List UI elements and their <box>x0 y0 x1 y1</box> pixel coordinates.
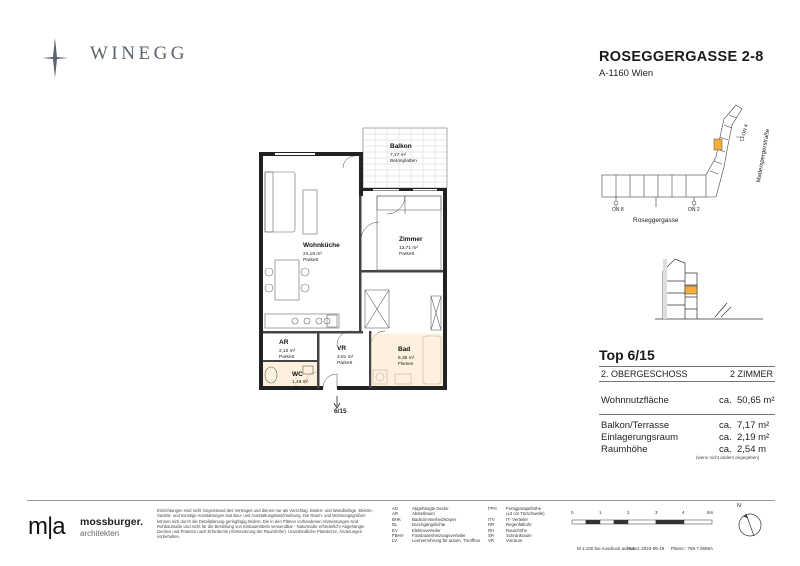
area-label-wnf: Wohnnutzfläche <box>601 395 669 406</box>
street-madersperger: Maderspergerstraße <box>756 128 772 184</box>
area-ca-wnf: ca. <box>719 395 732 406</box>
north-label: N <box>737 503 741 509</box>
room-wohnkueche-area: 24,18 m² <box>303 252 322 257</box>
unit-title: Top 6/15 <box>599 347 655 363</box>
architect-name: mossburger. <box>80 516 144 528</box>
plan-number: Plannr.: 769.7.0658A <box>671 546 714 551</box>
room-balkon-name: Balkon <box>390 143 412 150</box>
room-bad-area: 5,36 m² <box>398 356 415 361</box>
area-value-einlagerung: 2,19 m² <box>737 432 770 443</box>
section-diagram <box>655 253 775 328</box>
room-zimmer-area: 13,71 m² <box>399 246 418 251</box>
legend-left: AD Abgehängte Decke AR Abstellraum BHK Badezimmerheizkörper DL Durchgangslichte EV Elektroverteiler FBHV Fussbodenheizungsverteiler LV Leerverrohrung für autom. Türöffner <box>392 506 481 544</box>
room-ar-name: AR <box>279 339 289 346</box>
scale-bar <box>572 518 712 532</box>
area-label-balkon: Balkon/Terrasse <box>601 420 670 431</box>
unit-floor: 2. OBERGESCHOSS <box>601 369 688 379</box>
street-roseggergasse: Roseggergasse <box>633 217 679 224</box>
scale-label-1: 1 <box>599 510 602 515</box>
room-wc-name: WC <box>292 371 303 378</box>
project-address: A-1160 Wien <box>599 68 654 79</box>
room-vr-area: 3,81 m² <box>337 355 354 360</box>
room-wohnkueche-floor: Parkett <box>303 258 319 263</box>
room-bad-floor: Fliesen <box>398 362 414 367</box>
entry-on2: ON 2 <box>688 207 700 213</box>
project-title: ROSEGGERGASSE 2-8 <box>599 49 764 65</box>
room-vr-floor: Parkett <box>337 361 353 366</box>
entry-on8: ON 8 <box>612 207 624 213</box>
room-ar-floor: Parkett <box>279 355 295 360</box>
room-vr-name: VR <box>337 345 347 352</box>
areas-note: (wenn nicht anders angegeben) <box>696 455 760 460</box>
room-wohnkueche-name: Wohnküche <box>303 242 340 249</box>
scale-label-0: 0 <box>571 510 574 515</box>
area-label-raumhoehe: Raumhöhe <box>601 444 648 455</box>
plan-date: Stand: 2024-06-19 <box>627 546 665 551</box>
scale-label-4: 4 <box>682 510 685 515</box>
room-bad-name: Bad <box>398 346 411 353</box>
scale-label-3: 3 <box>655 510 658 515</box>
scale-label-5: 5m <box>707 510 714 515</box>
room-balkon-area: 7,17 m² <box>390 153 407 158</box>
area-ca-raumhoehe: ca. <box>719 444 732 455</box>
area-value-wnf: 50,65 m² <box>737 395 775 406</box>
architect-sub: architekten <box>80 529 120 538</box>
entry-on4: ON 4 <box>741 123 750 137</box>
area-value-balkon: 7,17 m² <box>737 420 770 431</box>
area-label-einlagerung: Einlagerungsraum <box>601 432 679 443</box>
scale-label-2: 2 <box>627 510 630 515</box>
brand-name: WINEGG <box>90 43 189 64</box>
room-zimmer-floor: Parkett <box>399 252 415 257</box>
area-ca-balkon: ca. <box>719 420 732 431</box>
architect-logo: m|a <box>28 513 65 540</box>
room-wc-area: 1,49 m² <box>292 380 309 385</box>
area-value-raumhoehe: 2,54 m <box>737 444 767 455</box>
unit-rooms: 2 ZIMMER <box>730 369 774 379</box>
scale-note: M 1:100 bei Ausdruck auf A4 <box>577 546 635 551</box>
room-ar-area: 2,10 m² <box>279 349 296 354</box>
room-balkon-floor: Betonplatten <box>390 159 417 164</box>
winegg-logo-icon <box>40 36 70 80</box>
north-arrow-icon <box>735 510 765 540</box>
room-wc-floor: Fliesen <box>292 386 308 391</box>
area-ca-einlagerung: ca. <box>719 432 732 443</box>
legend-right: FPH Fertigparapethöhe (±3 cm Türschwelle) ITV IT- Verteiler RR Regenfallrohr RH Raumhöhe SR Schrankraum VR Vorraum <box>488 506 545 544</box>
room-zimmer-name: Zimmer <box>399 236 423 243</box>
unit-entrance-label: 6/15 <box>334 408 347 415</box>
disclaimer: Einrichtungen sind nicht Gegenstand des Vertrages und dienen nur als Vorschlag. Boden- und Wandbeläge, Elektro-, Sanitär- und sonstige Ausstattungen laut Bau- und Ausstattungsbeschreibung. Die Raum- und Wohnungsgrößen können sich durch die Detailplanung geringfügig ändern. Die in den Plänen vorhandenen Abmessungen sind Rohbaumaße und nicht für die Bestellung von Einbaumöbeln verwendbar - Naturmaße erforderlich! Abgehängte Decken und Poterien nach Erfordernis (Abminderung der Raumhöhe). Unverbindliche Planskizze, Änderungen vorbehalten. <box>157 508 375 540</box>
